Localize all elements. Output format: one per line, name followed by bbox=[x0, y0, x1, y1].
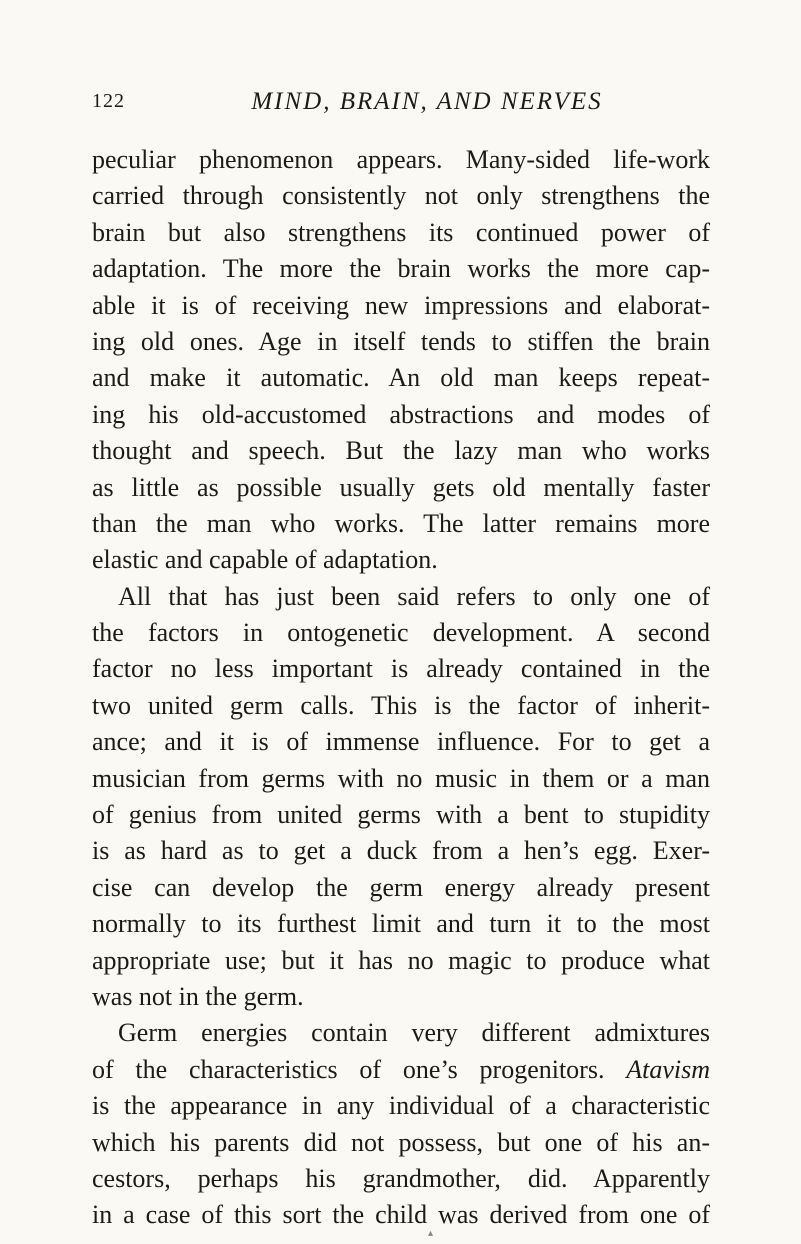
text-line: than the man who works. The latter remains more bbox=[92, 508, 710, 538]
text-line: carried through consistently not only strengthens the bbox=[92, 181, 710, 211]
text-line: peculiar phenomenon appears. Many-sided life-work bbox=[92, 145, 710, 174]
text-line: of genius from united germs with a bent to stupidity bbox=[92, 800, 710, 830]
text-line: appropriate use; but it has no magic to produce what bbox=[92, 945, 710, 975]
text-line: was not in the germ. bbox=[92, 981, 304, 1011]
italic-term: Atavism bbox=[626, 1054, 710, 1084]
text-line: the factors in ontogenetic development. A second bbox=[92, 618, 710, 648]
text-line: is the appearance in any individual of a characteristic bbox=[92, 1091, 710, 1121]
text-line: brain but also strengthens its continued power of bbox=[92, 217, 710, 247]
text-line: factor no less important is already contained in the bbox=[92, 654, 710, 684]
text-line: elastic and capable of adaptation. bbox=[92, 545, 438, 575]
text-line: is as hard as to get a duck from a hen’s egg. Exer- bbox=[92, 836, 710, 866]
text-line: which his parents did not possess, but one of his an- bbox=[92, 1127, 710, 1157]
text-line: two united germ calls. This is the factor of inherit- bbox=[92, 690, 710, 720]
paragraph-start-line: Germ energies contain very different admixtures bbox=[118, 1018, 710, 1048]
text-line: cestors, perhaps his grandmother, did. Apparently bbox=[92, 1163, 710, 1193]
text-line: ing his old-accustomed abstractions and modes of bbox=[92, 399, 710, 429]
text-line: as little as possible usually gets old mentally faster bbox=[92, 472, 710, 502]
print-mark-icon: ▴ bbox=[428, 1228, 434, 1239]
running-title: MIND, BRAIN, AND NERVES bbox=[251, 88, 603, 115]
text-line: thought and speech. But the lazy man who works bbox=[92, 436, 710, 466]
text-line: able it is of receiving new impressions and elaborat- bbox=[92, 290, 710, 320]
text-line: and make it automatic. An old man keeps repeat- bbox=[92, 363, 710, 393]
page-number: 122 bbox=[92, 90, 125, 112]
text-line: musician from germs with no music in them or a man bbox=[92, 763, 710, 793]
text-line: in a case of this sort the child was derived from one of bbox=[92, 1200, 710, 1230]
text-line: ing old ones. Age in itself tends to stiffen the brain bbox=[92, 326, 710, 356]
running-head bbox=[92, 88, 722, 118]
text-line bbox=[92, 1052, 710, 1088]
text-line: ance; and it is of immense influence. For to get a bbox=[92, 727, 710, 757]
body-text bbox=[92, 142, 710, 1234]
text-line: cise can develop the germ energy already present bbox=[92, 872, 710, 902]
text-line: normally to its furthest limit and turn it to the most bbox=[92, 909, 710, 939]
text-segment: of the characteristics of one’s progenitors. bbox=[92, 1054, 605, 1084]
paragraph-start-line: All that has just been said refers to only one of bbox=[118, 581, 710, 611]
text-line: adaptation. The more the brain works the more cap- bbox=[92, 254, 710, 284]
